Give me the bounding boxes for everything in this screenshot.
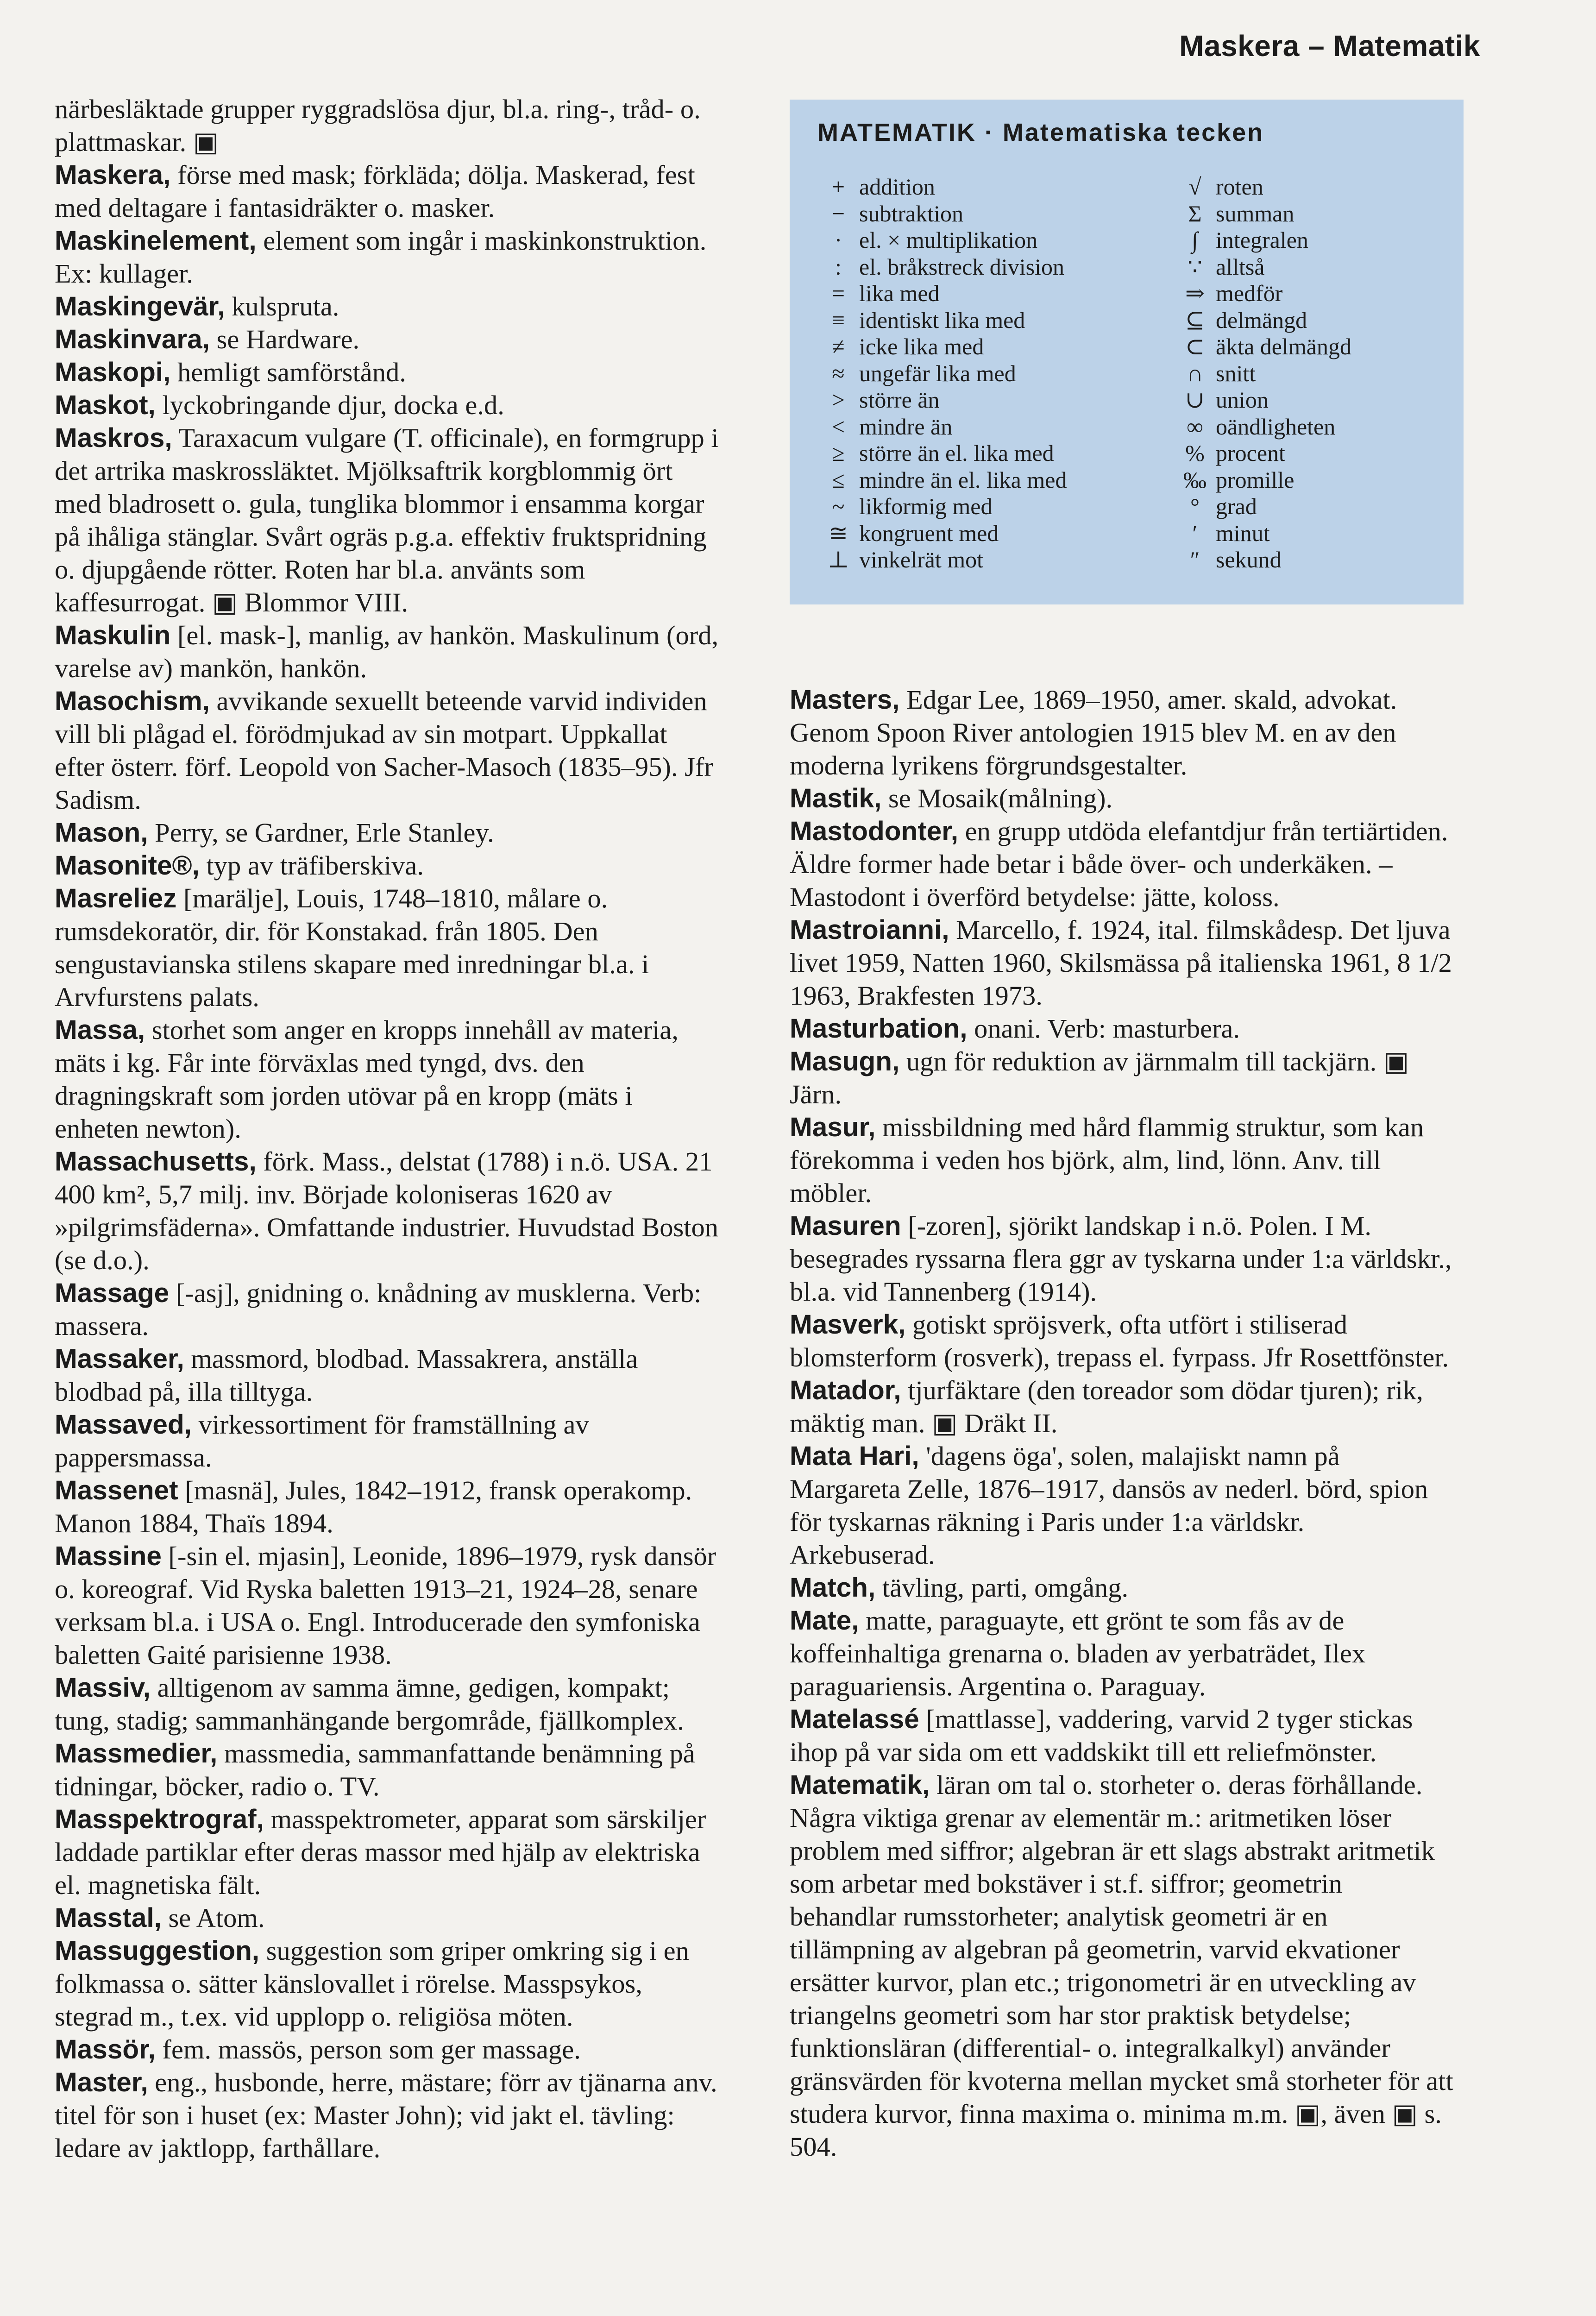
dictionary-entry — [55, 882, 719, 1013]
symbol-label: union — [1216, 387, 1269, 413]
entry-headword: Massa, — [55, 1015, 145, 1045]
entry-text: [masnä], Jules, 1842–1912, fransk operakomp. Manon 1884, Thaïs 1894. — [55, 1475, 692, 1538]
entry-text: se Atom. — [161, 1903, 265, 1933]
entry-headword: Masreliez — [55, 883, 177, 913]
symbol-row — [1174, 174, 1351, 201]
math-symbol: ∵ — [1188, 253, 1202, 280]
symbol-row — [817, 493, 1067, 520]
entry-text: eng., husbonde, herre, mästare; förr av tjänarna anv. titel för son i huset (ex: Master John); vid jakt el. tävling: ledare av jaktlopp, farthållare. — [55, 2067, 717, 2163]
dictionary-entry — [55, 158, 719, 224]
entry-text: [el. mask-], manlig, av hankön. Maskulinum (ord, varelse av) mankön, hankön. — [55, 620, 719, 683]
symbol-label: lika med — [859, 280, 940, 306]
symbols-right-list — [1174, 174, 1351, 573]
math-symbol: ⇒ — [1185, 280, 1205, 306]
entry-text: massmedia, sammanfattande benämning på tidningar, böcker, radio o. TV. — [55, 1738, 695, 1801]
entry-text: suggestion som griper omkring sig i en folkmassa o. sätter känslovallet i rörelse. Masspsykos, stegrad m., t.ex. vid upplopp o. religiösa möten. — [55, 1936, 689, 2032]
dictionary-entry — [55, 422, 719, 619]
entry-headword: Massenet — [55, 1475, 178, 1505]
math-symbol: ∞ — [1187, 413, 1203, 440]
math-symbol: ‰ — [1183, 466, 1206, 493]
entry-text: en grupp utdöda elefantdjur från tertiärtiden. Äldre former hade betar i både över- och underkäken. – Mastodont i överförd betydelse: jätte, koloss. — [790, 816, 1448, 912]
math-symbol: ∫ — [1192, 227, 1198, 253]
symbol-label: äkta delmängd — [1216, 334, 1351, 359]
entry-headword: Maskingevär, — [55, 291, 225, 321]
symbol-label: subtraktion — [859, 200, 963, 227]
dictionary-entry — [55, 389, 719, 422]
entry-headword: Masstal, — [55, 1903, 162, 1933]
symbol-label: medför — [1216, 280, 1283, 306]
left-column — [55, 93, 719, 2165]
symbol-row — [1174, 414, 1351, 441]
entry-headword: Massmedier, — [55, 1738, 218, 1768]
symbol-label: grad — [1216, 493, 1257, 519]
entry-headword: Massör, — [55, 2034, 156, 2064]
entry-headword: Masters, — [790, 685, 900, 715]
dictionary-entry — [55, 93, 719, 158]
dictionary-entry — [55, 685, 719, 816]
dictionary-entry — [790, 1374, 1454, 1440]
entry-text: tjurfäktare (den toreador som dödar tjuren); rik, mäktig man. ▣ Dräkt II. — [790, 1375, 1423, 1438]
math-symbol: + — [831, 174, 845, 200]
symbol-label: summan — [1216, 200, 1294, 227]
entry-headword: Match, — [790, 1573, 876, 1603]
dictionary-entry — [790, 1768, 1454, 2163]
math-symbol: √ — [1188, 174, 1201, 200]
math-symbol: ∪ — [1185, 387, 1205, 413]
entry-headword: Masugn, — [790, 1046, 900, 1076]
dictionary-entry — [790, 782, 1454, 815]
dictionary-entry — [55, 224, 719, 290]
dictionary-entry — [790, 1209, 1454, 1308]
math-symbol: : — [835, 253, 842, 280]
entry-text: hemligt samförstånd. — [170, 357, 406, 387]
entry-text: typ av träfiberskiva. — [199, 850, 424, 881]
entry-headword: Mastodonter, — [790, 816, 959, 846]
entry-text: 'dagens öga', solen, malajiskt namn på Margareta Zelle, 1876–1917, dansös av nederl. börd, spion för tyskarnas räkning i Paris under 1:a världskr. Arkebuserad. — [790, 1441, 1428, 1570]
entry-headword: Maskinelement, — [55, 226, 257, 256]
symbol-row — [817, 227, 1067, 254]
symbol-row — [1174, 440, 1351, 467]
entry-text: massmord, blodbad. Massakrera, anställa blodbad på, illa tilltyga. — [55, 1344, 638, 1407]
entry-headword: Massiv, — [55, 1673, 151, 1703]
symbol-row — [1174, 467, 1351, 494]
entry-headword: Masonite®, — [55, 850, 200, 881]
entry-text: fem. massös, person som ger massage. — [155, 2034, 581, 2064]
symbol-row — [817, 467, 1067, 494]
math-symbol: ≥ — [832, 440, 845, 466]
entry-headword: Mastik, — [790, 783, 882, 813]
entry-text: [-sin el. mjasin], Leonide, 1896–1979, rysk dansör o. koreograf. Vid Ryska baletten 1913–21, 1924–28, senare verksam bl.a. i USA o. Engl. Introducerade den symfoniska baletten Gaité parisienne 1938. — [55, 1541, 716, 1670]
dictionary-entry — [55, 1934, 719, 2033]
entry-text: [-asj], gnidning o. knådning av musklerna. Verb: massera. — [55, 1278, 702, 1341]
entry-text: förk. Mass., delstat (1788) i n.ö. USA. 21 400 km², 5,7 milj. inv. Började koloniseras 1620 av »pilgrimsfäderna». Omfattande industrier. Huvudstad Boston (se d.o.). — [55, 1146, 718, 1275]
dictionary-entry — [55, 356, 719, 389]
math-symbol: ″ — [1190, 547, 1200, 573]
symbol-row — [1174, 334, 1351, 360]
symbol-label: minut — [1216, 520, 1270, 546]
symbol-label: alltså — [1216, 253, 1265, 280]
entry-text: storhet som anger en kropps innehåll av materia, mäts i kg. Får inte förväxlas med tyngd, dvs. den dragningskraft som jorden utövar på en kropp (mäts i enheten newton). — [55, 1015, 679, 1144]
entry-headword: Masuren — [790, 1211, 901, 1241]
math-symbol: ≡ — [831, 307, 845, 333]
entry-headword: Mata Hari, — [790, 1441, 919, 1471]
entry-text: Taraxacum vulgare (T. officinale), en formgrupp i det artrika maskrossläktet. Mjölksaftrik korgblommig ört med bladrosett o. gula, tunglika blommor i ensamma korgar på ihåliga stänglar. Svårt ogräs p.g.a. effektiv fruktspridning o. djupgående rötter. Roten har bl.a. använts som kaffesurrogat. ▣ Blommor VIII. — [55, 423, 719, 617]
entry-text: [-zoren], sjörikt landskap i n.ö. Polen. I M. besegrades ryssarna flera ggr av tyskarna under 1:a världskr., bl.a. vid Tannenberg (1914). — [790, 1211, 1452, 1307]
entry-text: masspektrometer, apparat som särskiljer laddade partiklar efter deras massor med hjälp av elektriska el. magnetiska fält. — [55, 1804, 706, 1900]
dictionary-entry — [55, 1671, 719, 1737]
symbol-label: el. bråkstreck division — [859, 253, 1064, 280]
math-symbol: ° — [1190, 493, 1200, 519]
symbol-row — [817, 334, 1067, 360]
symbols-left-list — [817, 174, 1067, 573]
math-symbol: = — [831, 280, 845, 306]
symbol-label: oändligheten — [1216, 413, 1336, 440]
entry-text: lyckobringande djur, docka e.d. — [155, 390, 504, 420]
math-symbol: − — [831, 200, 845, 227]
symbol-label: delmängd — [1216, 307, 1307, 333]
dictionary-entry — [55, 1901, 719, 1934]
entry-headword: Massachusetts, — [55, 1146, 257, 1177]
symbol-label: snitt — [1216, 360, 1256, 386]
page-header: Maskera – Matematik — [1179, 29, 1480, 63]
entry-text: se Hardware. — [209, 324, 360, 354]
math-symbol: Σ — [1188, 200, 1202, 227]
dictionary-entry — [790, 1604, 1454, 1703]
symbol-label: promille — [1216, 466, 1294, 493]
math-symbol: ≈ — [832, 360, 845, 386]
dictionary-entry — [55, 816, 719, 849]
symbol-label: kongruent med — [859, 520, 999, 546]
symbol-row — [817, 307, 1067, 334]
symbol-label: ungefär lika med — [859, 360, 1016, 386]
entry-headword: Maskulin — [55, 620, 171, 650]
symbol-row — [817, 201, 1067, 227]
math-symbols-box — [790, 100, 1464, 604]
symbol-row — [817, 174, 1067, 201]
symbol-row — [817, 387, 1067, 414]
symbol-label: addition — [859, 174, 935, 200]
symbol-row — [1174, 520, 1351, 547]
symbol-row — [1174, 547, 1351, 573]
symbol-row — [817, 280, 1067, 307]
math-symbol: ⊆ — [1185, 307, 1205, 333]
dictionary-entry — [55, 2066, 719, 2165]
math-symbol: ~ — [832, 493, 845, 519]
symbol-label: sekund — [1216, 547, 1282, 573]
entry-text: Marcello, f. 1924, ital. filmskådesp. Det ljuva livet 1959, Natten 1960, Skilsmässa på italienska 1961, 8 1/2 1963, Brakfesten 1973. — [790, 915, 1452, 1011]
dictionary-entry — [55, 1408, 719, 1474]
entry-text: missbildning med hård flammig struktur, som kan förekomma i veden hos björk, alm, lind, lönn. Anv. till möbler. — [790, 1112, 1424, 1208]
symbol-row — [1174, 254, 1351, 281]
entry-headword: Maskot, — [55, 390, 156, 420]
dictionary-entry — [55, 290, 719, 323]
entry-headword: Masur, — [790, 1112, 876, 1142]
symbol-row — [1174, 493, 1351, 520]
dictionary-entry — [55, 1737, 719, 1803]
entry-text: alltigenom av samma ämne, gedigen, kompakt; tung, stadig; sammanhängande bergområde, fjällkomplex. — [55, 1673, 684, 1736]
entry-headword: Masverk, — [790, 1309, 906, 1340]
symbol-row — [817, 360, 1067, 387]
symbol-row — [1174, 387, 1351, 414]
symbol-row — [817, 520, 1067, 547]
dictionary-entry — [790, 1308, 1454, 1374]
symbol-row — [1174, 201, 1351, 227]
dictionary-entry — [790, 1045, 1454, 1111]
math-symbol: > — [831, 387, 845, 413]
dictionary-entry — [790, 1703, 1454, 1768]
symbol-row — [1174, 227, 1351, 254]
entry-headword: Maskros, — [55, 423, 172, 453]
dictionary-entry — [55, 1540, 719, 1671]
symbol-label: större än el. lika med — [859, 440, 1054, 466]
entry-text: [mattlasse], vaddering, varvid 2 tyger stickas ihop på var sida om ett vaddskikt till ett reliefmönster. — [790, 1704, 1413, 1767]
symbol-label: integralen — [1216, 227, 1308, 253]
symbol-label: icke lika med — [859, 334, 984, 359]
entry-text: virkessortiment för framställning av pappersmassa. — [55, 1410, 589, 1473]
symbol-row — [817, 254, 1067, 281]
dictionary-entry — [55, 1277, 719, 1342]
entry-headword: Massaker, — [55, 1344, 184, 1374]
symbol-label: likformig med — [859, 493, 993, 519]
entry-headword: Mastroianni, — [790, 915, 949, 945]
right-column — [790, 683, 1454, 2163]
box-title: MATEMATIK · Matematiska tecken — [817, 119, 1264, 146]
symbol-label: roten — [1216, 174, 1263, 200]
entry-text: ugn för reduktion av järnmalm till tackjärn. ▣ Järn. — [790, 1046, 1409, 1109]
symbol-label: större än — [859, 387, 940, 413]
entry-text: läran om tal o. storheter o. deras förhållande. Några viktiga grenar av elementär m.: aritmetiken löser problem med siffror; algebran är ett slags abstrakt aritmetik som arbetar med bokstäver i st.f. siffror; geometrin behandlar rumsstorheter; analytisk geometri är en tillämpning av algebran på geometrin, varvid ekvationer ersätter kurvor, plan etc.; trigonometri är en utveckling av triangelns geometri som har stor praktisk betydelse; funktionsläran (differential- o. integralkalkyl) använder gränsvärden för kvoterna mellan mycket små storheter för att studera kurvor, finna maxima o. minima m.m. ▣, även ▣ s. 504. — [790, 1770, 1453, 2162]
dictionary-entry — [790, 1111, 1454, 1209]
entry-headword: Mate, — [790, 1605, 859, 1636]
symbol-row — [817, 414, 1067, 441]
entry-text: element som ingår i maskinkonstruktion. Ex: kullager. — [55, 226, 707, 289]
dictionary-entry — [55, 1342, 719, 1408]
symbol-label: identiskt lika med — [859, 307, 1025, 333]
dictionary-entry — [790, 1440, 1454, 1571]
math-symbol: ≠ — [832, 334, 845, 359]
dictionary-entry — [55, 1013, 719, 1145]
symbol-row — [817, 440, 1067, 467]
entry-text: tävling, parti, omgång. — [875, 1573, 1129, 1603]
entry-headword: Mason, — [55, 818, 148, 848]
entry-text: närbesläktade grupper ryggradslösa djur, bl.a. ring-, tråd- o. plattmaskar. ▣ — [55, 94, 701, 157]
math-symbol: ∩ — [1186, 360, 1204, 386]
entry-text: Perry, se Gardner, Erle Stanley. — [148, 818, 494, 848]
entry-headword: Massine — [55, 1541, 162, 1571]
dictionary-entry — [55, 619, 719, 685]
dictionary-entry — [790, 683, 1454, 782]
symbol-label: procent — [1216, 440, 1285, 466]
entry-text: kulspruta. — [225, 291, 339, 321]
dictionary-entry — [790, 1571, 1454, 1604]
entry-headword: Massaved, — [55, 1410, 192, 1440]
math-symbol: ⊥ — [827, 547, 849, 573]
entry-text: Edgar Lee, 1869–1950, amer. skald, advokat. Genom Spoon River antologien 1915 blev M. en av den moderna lyrikens förgrundsgestalter. — [790, 685, 1397, 780]
entry-headword: Matematik, — [790, 1770, 930, 1800]
entry-headword: Matelassé — [790, 1704, 919, 1734]
math-symbol: ′ — [1192, 520, 1198, 546]
entry-headword: Matador, — [790, 1375, 901, 1405]
entry-text: se Mosaik(målning). — [881, 783, 1113, 813]
entry-headword: Maskopi, — [55, 357, 171, 387]
math-symbol: ≤ — [832, 466, 845, 493]
symbol-row — [1174, 360, 1351, 387]
symbol-label: mindre än — [859, 413, 953, 440]
dictionary-entry — [55, 1474, 719, 1540]
symbol-row — [817, 547, 1067, 573]
entry-headword: Massuggestion, — [55, 1936, 260, 1966]
dictionary-entry — [55, 849, 719, 882]
symbol-label: el. × multiplikation — [859, 227, 1038, 253]
entry-headword: Masturbation, — [790, 1013, 968, 1044]
entry-headword: Master, — [55, 2067, 148, 2097]
entry-headword: Masochism, — [55, 686, 210, 716]
entry-text: avvikande sexuellt beteende varvid individen vill bli plågad el. förödmjukad av sin motpart. Uppkallat efter österr. förf. Leopold von Sacher-Masoch (1835–95). Jfr Sadism. — [55, 686, 713, 815]
dictionary-entry — [55, 1803, 719, 1901]
symbol-row — [1174, 280, 1351, 307]
symbol-row — [1174, 307, 1351, 334]
math-symbol: ⊂ — [1185, 334, 1205, 359]
dictionary-entry — [790, 815, 1454, 913]
entry-text: gotiskt spröjsverk, ofta utfört i stiliserad blomsterform (rosverk), trepass el. fyrpass. Jfr Rosettfönster. — [790, 1309, 1449, 1372]
entry-headword: Maskinvara, — [55, 324, 210, 354]
symbol-label: vinkelrät mot — [859, 547, 983, 573]
math-symbol: < — [831, 413, 845, 440]
entry-headword: Masspektrograf, — [55, 1804, 264, 1834]
math-symbol: · — [834, 227, 842, 253]
math-symbol: ≅ — [829, 520, 848, 546]
dictionary-entry — [55, 2033, 719, 2066]
dictionary-entry — [790, 1012, 1454, 1045]
dictionary-entry — [55, 1145, 719, 1277]
symbol-label: mindre än el. lika med — [859, 466, 1067, 493]
entry-text: [marälje], Louis, 1748–1810, målare o. rumsdekoratör, dir. för Konstakad. från 1805. Den sengustavianska stilens skapare med inredningar bl.a. i Arvfurstens palats. — [55, 883, 649, 1012]
entry-text: matte, paraguayte, ett grönt te som fås av de koffeinhaltiga grenarna o. bladen av yerbaträdet, Ilex paraguariensis. Argentina o. Paraguay. — [790, 1605, 1366, 1701]
dictionary-entry — [790, 913, 1454, 1012]
math-symbol: % — [1185, 440, 1205, 466]
entry-text: onani. Verb: masturbera. — [967, 1013, 1240, 1044]
entry-text: förse med mask; förkläda; dölja. Maskerad, fest med deltagare i fantasidräkter o. masker. — [55, 160, 695, 223]
entry-headword: Massage — [55, 1278, 170, 1308]
entry-headword: Maskera, — [55, 160, 171, 190]
dictionary-entry — [55, 323, 719, 356]
